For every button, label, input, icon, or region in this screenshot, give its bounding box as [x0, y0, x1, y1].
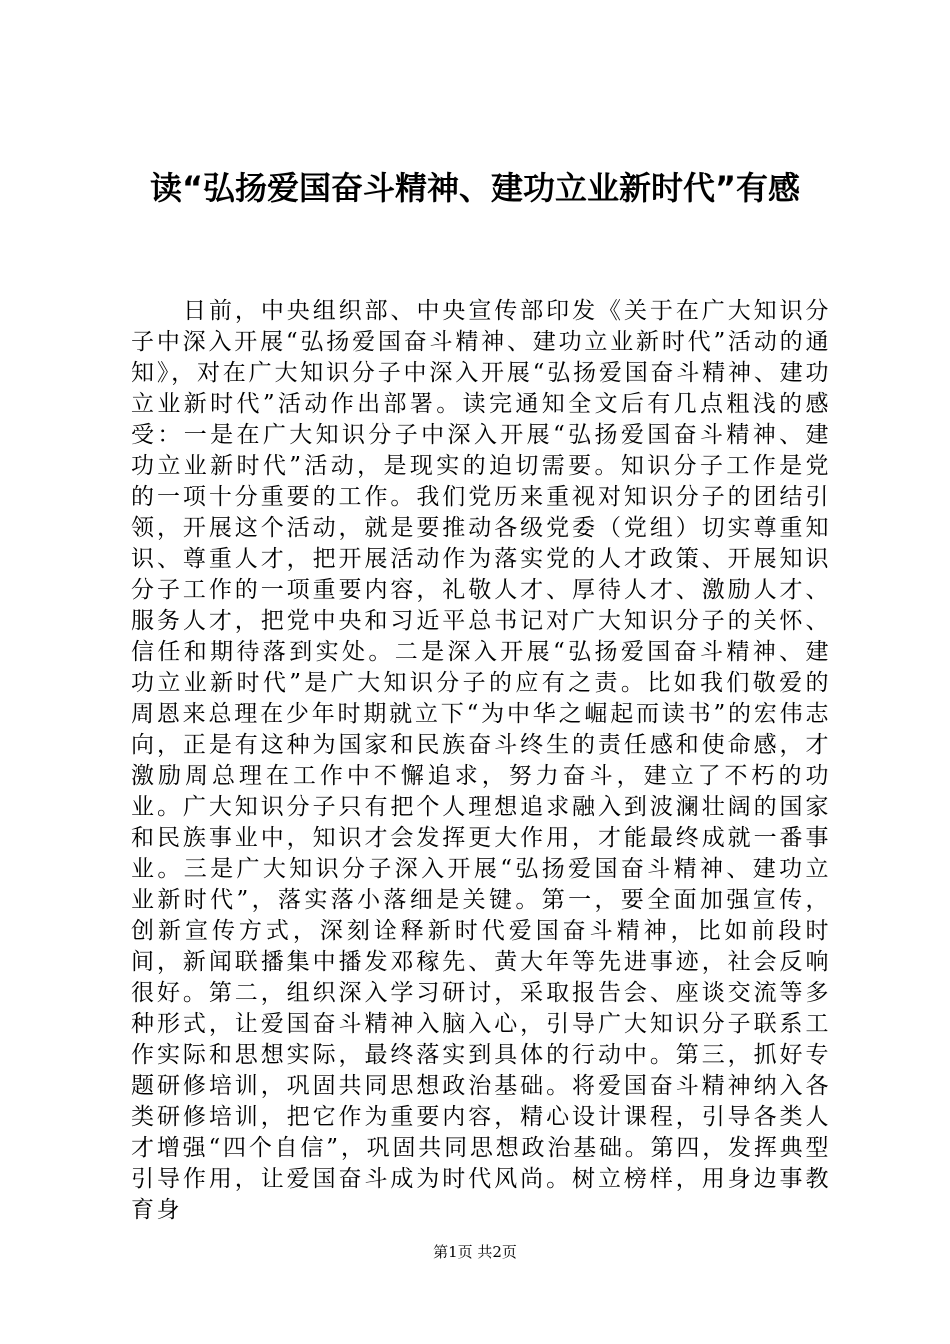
document-title: 读“弘扬爱国奋斗精神、建功立业新时代”有感 — [149, 169, 801, 207]
document-body: 日前，中央组织部、中央宣传部印发《关于在广大知识分子中深入开展“弘扬爱国奋斗精神、建功立业新时代”活动的通知》，对在广大知识分子中深入开展“弘扬爱国奋斗精神、建功立业新时代”活动作出部署。读完通知全文后有几点粗浅的感受：一是在广大知识分子中深入开展“弘扬爱国奋斗精神、建功立业新时代”活动，是现实的迫切需要。知识分子工作是党的一项十分重要的工作。我们党历来重视对知识分子的团结引领，开展这个活动，就是要推动各级党委（党组）切实尊重知识、尊重人才，把开展活动作为落实党的人才政策、开展知识分子工作的一项重要内容，礼敬人才、厚待人才、激励人才、服务人才，把党中央和习近平总书记对广大知识分子的关怀、信任和期待落到实处。二是深入开展“弘扬爱国奋斗精神、建功立业新时代”是广大知识分子的应有之责。比如我们敬爱的周恩来总理在少年时期就立下“为中华之崛起而读书”的宏伟志向，正是有这种为国家和民族奋斗终生的责任感和使命感，才激励周总理在工作中不懈追求，努力奋斗，建立了不朽的功业。广大知识分子只有把个人理想追求融入到波澜壮阔的国家和民族事业中，知识才会发挥更大作用，才能最终成就一番事业。三是广大知识分子深入开展“弘扬爱国奋斗精神、建功立业新时代”，落实落小落细是关键。第一，要全面加强宣传，创新宣传方式，深刻诠释新时代爱国奋斗精神，比如前段时间，新闻联播集中播发邓稼先、黄大年等先进事迹，社会反响很好。第二，组织深入学习研讨，采取报告会、座谈交流等多种形式，让爱国奋斗精神入脑入心，引导广大知识分子联系工作实际和思想实际，最终落实到具体的行动中。第三，抓好专题研修培训，巩固共同思想政治基础。将爱国奋斗精神纳入各类研修培训，把它作为重要内容，精心设计课程，引导各类人才增强“四个自信”，巩固共同思想政治基础。第四，发挥典型引导作用，让爱国奋斗成为时代风尚。树立榜样，用身边事教育身 — [131, 298, 831, 1223]
page-footer: 第1页 共2页 — [433, 1243, 517, 1261]
